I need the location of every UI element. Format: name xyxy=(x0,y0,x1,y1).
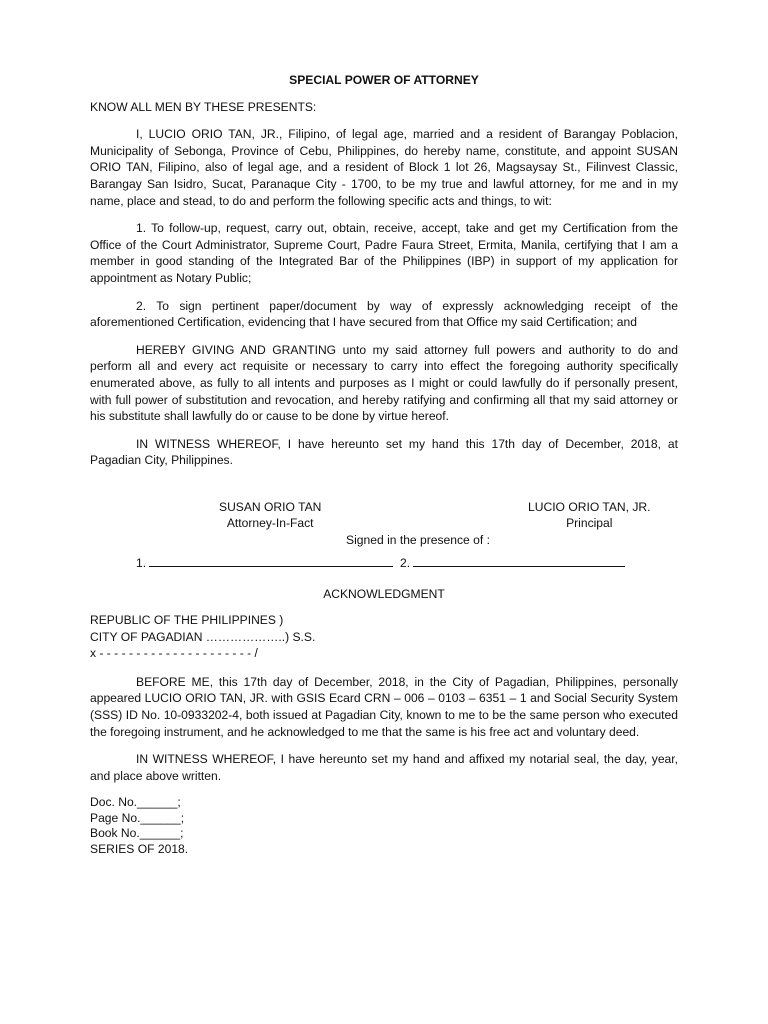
principal-role: Principal xyxy=(566,516,613,531)
page-no: Page No.______; xyxy=(90,810,185,825)
book-no: Book No.______; xyxy=(90,826,184,841)
venue-block xyxy=(90,612,678,662)
witness-2 xyxy=(400,555,625,572)
series: SERIES OF 2018. xyxy=(90,841,189,856)
signature-principal xyxy=(528,499,651,532)
attorney-role: Attorney-In-Fact xyxy=(226,516,314,531)
paragraph-item-2: 2. To sign pertinent paper/document by way of expressly acknowledging receipt of the aforementioned Certification, evidencing that I have secured from that Office my said Certification; and xyxy=(90,298,678,330)
signature-attorney xyxy=(219,499,321,532)
venue-divider: x - - - - - - - - - - - - - - - - - - - - - / xyxy=(90,646,258,661)
signed-in-presence: Signed in the presence of : xyxy=(346,532,490,547)
venue-republic: REPUBLIC OF THE PHILIPPINES ) xyxy=(90,613,284,628)
opening-line: KNOW ALL MEN BY THESE PRESENTS: xyxy=(90,99,317,114)
notarial-register xyxy=(90,795,678,857)
witness-1-line xyxy=(149,555,393,567)
attorney-name: SUSAN ORIO TAN xyxy=(219,499,322,514)
acknowledgment-title: ACKNOWLEDGMENT xyxy=(323,587,445,602)
doc-no: Doc. No.______; xyxy=(90,795,181,810)
venue-city: CITY OF PAGADIAN ………………..) S.S. xyxy=(90,629,316,644)
witness-2-line xyxy=(413,555,625,567)
witness-1-label: 1. xyxy=(136,556,147,571)
signature-block xyxy=(90,499,678,532)
witness-1 xyxy=(136,555,393,572)
principal-name: LUCIO ORIO TAN, JR. xyxy=(528,499,651,514)
paragraph-appointment: I, LUCIO ORIO TAN, JR., Filipino, of legal age, married and a resident of Barangay Poblacion, Municipality of Sebonga, Province of Cebu, Philippines, do hereby name, constitute, and appoint SUSAN ORIO TAN, Filipino, also of legal age, and a resident of Block 1 lot 26, Magsaysay St., Filinvest Classic, Barangay San Isidro, Sucat, Paranaque City - 1700, to be my true and lawful attorney, for me and in my name, place and stead, to do and perform the following specific acts and things, to wit: xyxy=(90,127,678,208)
paragraph-grant: HEREBY GIVING AND GRANTING unto my said attorney full powers and authority to do and perform all and every act requisite or necessary to carry into effect the foregoing authority specifically enumerated above, as fully to all intents and purposes as I might or could lawfully do if personally present, with full power of substitution and revocation, and hereby ratifying and confirming all that my said attorney or his substitute shall lawfully do or cause to be done by virtue hereof. xyxy=(90,342,678,424)
paragraph-item-1: 1. To follow-up, request, carry out, obtain, receive, accept, take and get my Certification from the Office of the Court Administrator, Supreme Court, Padre Faura Street, Ermita, Manila, certifying that I am a member in good standing of the Integrated Bar of the Philippines (IBP) in support of my application for appointment as Notary Public; xyxy=(90,221,678,285)
document-title: SPECIAL POWER OF ATTORNEY xyxy=(289,73,479,87)
witness-2-label: 2. xyxy=(400,556,411,571)
acknowledgment-body: BEFORE ME, this 17th day of December, 2018, in the City of Pagadian, Philippines, personally appeared LUCIO ORIO TAN, JR. with GSIS Ecard CRN – 006 – 0103 – 6351 – 1 and Social Security System (SSS) ID No. 10-0933202-4, both issued at Pagadian City, known to me to be the same person who executed the foregoing instrument, and he acknowledged to me that the same is his free act and voluntary deed. xyxy=(90,674,678,739)
witness-lines xyxy=(90,555,678,575)
acknowledgment-witness: IN WITNESS WHEREOF, I have hereunto set my hand and affixed my notarial seal, the day, year, and place above written. xyxy=(90,752,678,783)
paragraph-witness: IN WITNESS WHEREOF, I have hereunto set my hand this 17th day of December, 2018, at Pagadian City, Philippines. xyxy=(90,436,678,468)
